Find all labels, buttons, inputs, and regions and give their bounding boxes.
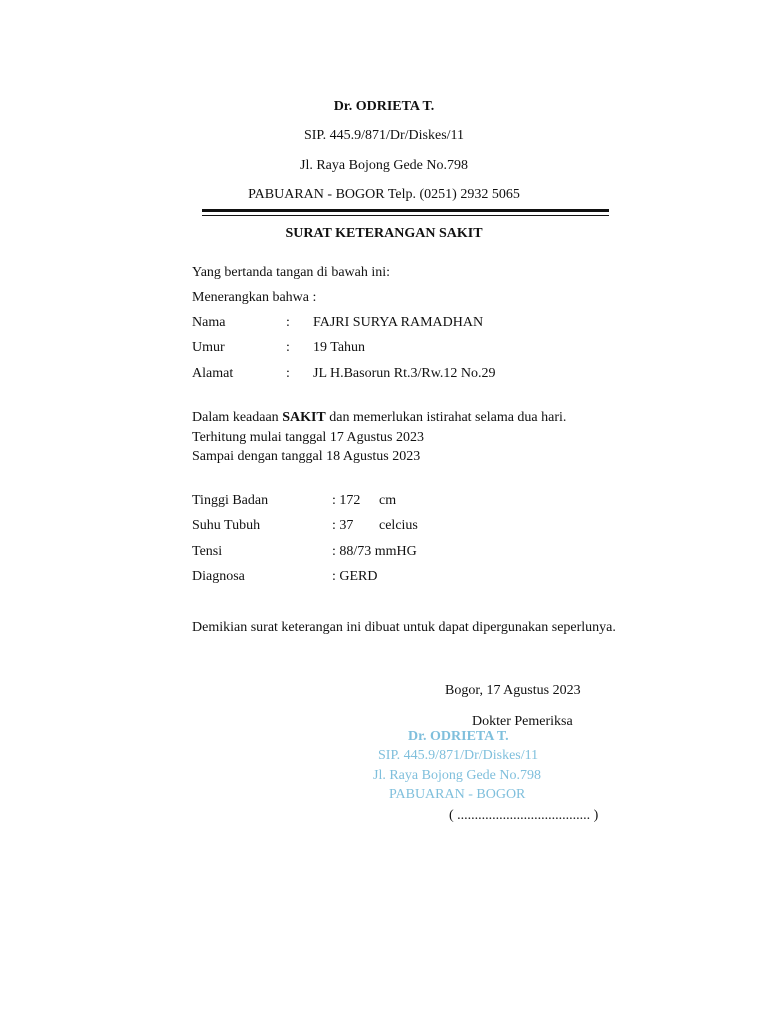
patient-address-label: Alamat [192,366,234,381]
vital-bp-label: Tensi [192,544,223,559]
vital-temp-value: : 37 [332,518,354,533]
clinic-city-phone: PABUARAN - BOGOR Telp. (0251) 2932 5065 [248,187,520,202]
letter-title: SURAT KETERANGAN SAKIT [285,226,483,241]
patient-name-value: FAJRI SURYA RAMADHAN [313,315,484,330]
doctor-sip: SIP. 445.9/871/Dr/Diskes/11 [303,128,465,143]
signature-role: Dokter Pemeriksa [472,714,573,729]
vital-height-unit: cm [379,493,397,508]
patient-name-label: Nama [192,315,226,330]
closing-statement: Demikian surat keterangan ini dibuat untuk dapat dipergunakan seperlunya. [192,620,616,635]
patient-address-value: JL H.Basorun Rt.3/Rw.12 No.29 [313,366,496,381]
patient-address-sep: : [286,366,290,381]
vital-diagnosis-label: Diagnosa [192,569,245,584]
stamp-sip: SIP. 445.9/871/Dr/Diskes/11 [378,748,539,763]
patient-name-sep: : [286,315,290,330]
condition-suffix: dan memerlukan istirahat selama dua hari. [325,410,567,425]
stamp-city: PABUARAN - BOGOR [389,787,526,802]
vital-diagnosis-value: : GERD [332,569,378,584]
stamp-name: Dr. ODRIETA T. [408,729,509,744]
vital-height-label: Tinggi Badan [192,493,269,508]
signature-blank: ( ...................................... ) [449,808,599,823]
vital-temp-unit: celcius [379,518,418,533]
clinic-address: Jl. Raya Bojong Gede No.798 [300,158,468,173]
condition-end-date: Sampai dengan tanggal 18 Agustus 2023 [192,449,421,464]
condition-statement [192,410,566,426]
intro-line-2: Menerangkan bahwa : [192,290,317,305]
vital-bp-value: : 88/73 mmHG [332,544,417,559]
signature-place-date: Bogor, 17 Agustus 2023 [445,683,581,698]
vital-height-value: : 172 [332,493,361,508]
vital-temp-label: Suhu Tubuh [192,518,261,533]
patient-age-value: 19 Tahun [313,340,366,355]
stamp-address: Jl. Raya Bojong Gede No.798 [373,768,541,783]
condition-start-date: Terhitung mulai tanggal 17 Agustus 2023 [192,430,424,445]
patient-age-label: Umur [192,340,225,355]
condition-emphasis: SAKIT [282,410,326,425]
header-rule-thick [202,209,609,212]
header-rule-thin [202,215,609,216]
patient-age-sep: : [286,340,290,355]
doctor-name: Dr. ODRIETA T. [333,99,435,114]
intro-line-1: Yang bertanda tangan di bawah ini: [192,265,391,280]
condition-prefix: Dalam keadaan [192,410,283,425]
